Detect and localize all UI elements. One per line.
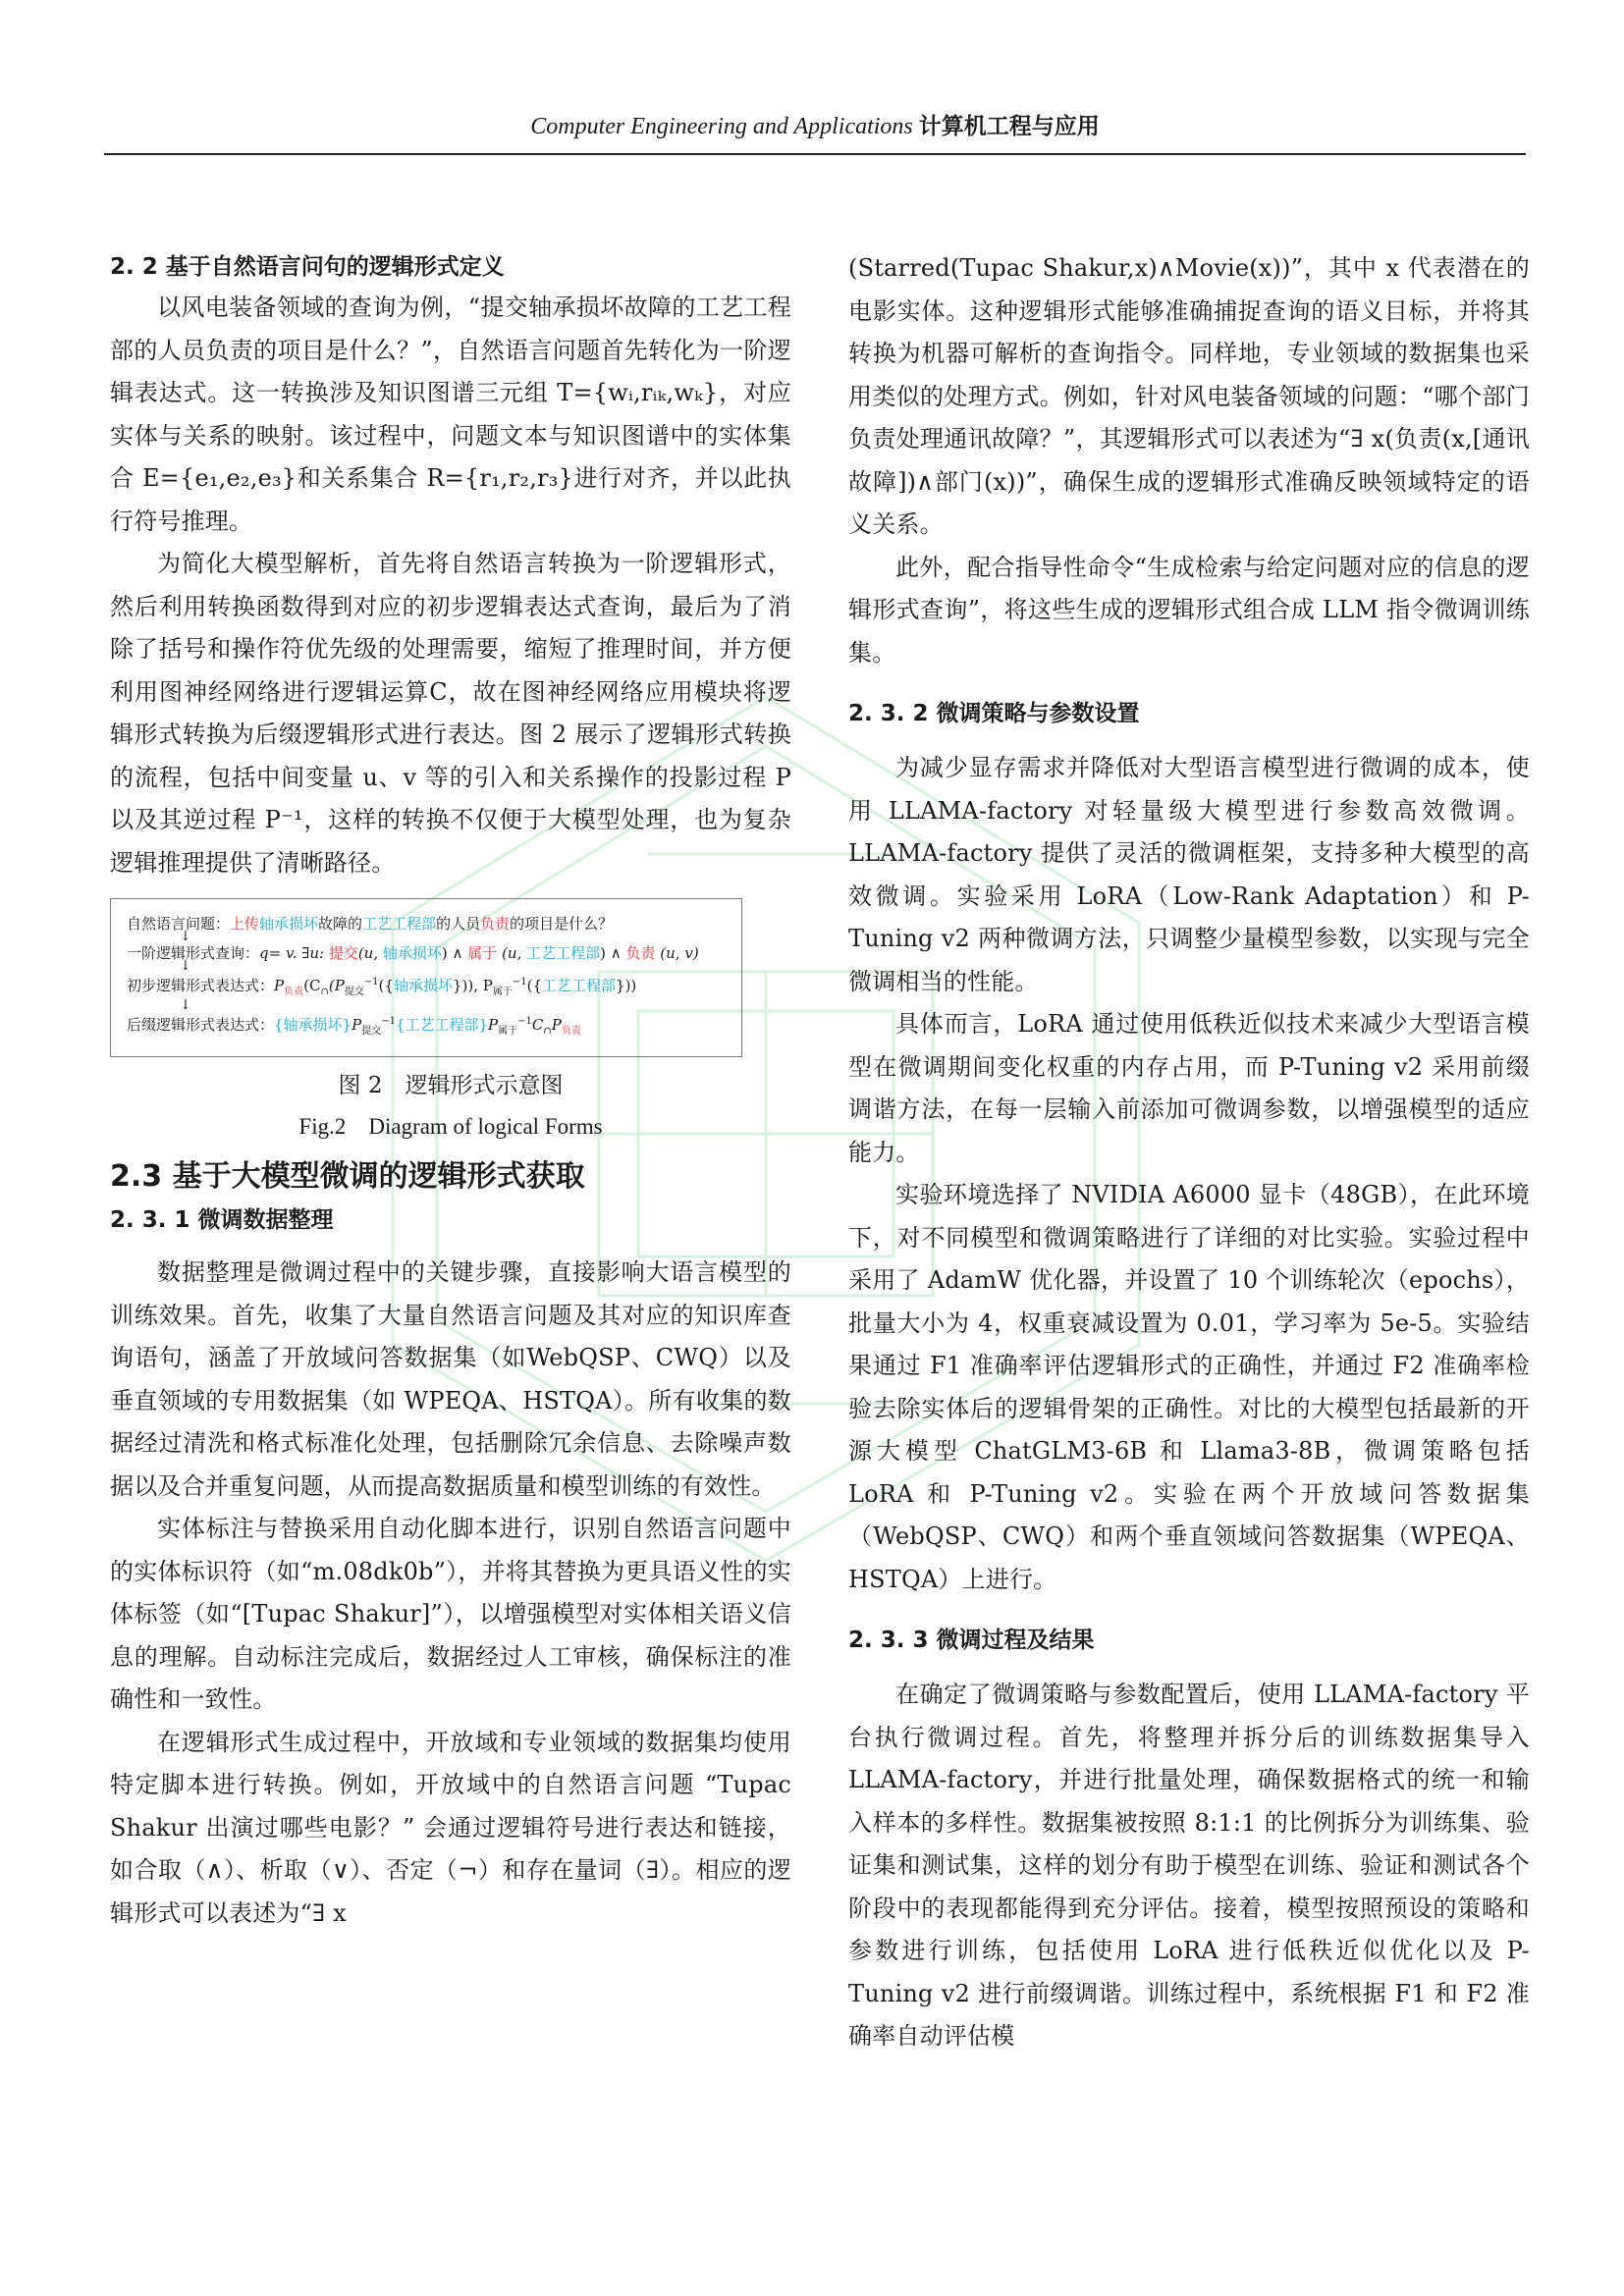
journal-title-zh: 计算机工程与应用: [918, 114, 1100, 139]
section-2-3-3-heading: 2. 3. 3 微调过程及结果: [848, 1628, 1095, 1653]
header-rule: [104, 153, 1526, 155]
section-2-3-2-heading: 2. 3. 2 微调策略与参数设置: [848, 701, 1140, 726]
down-arrow-icon: ↓: [180, 929, 191, 944]
paragraph: 具体而言，LoRA 通过使用低秩近似技术来减少大型语言模型在微调期间变化权重的内存占用，而 P-Tuning v2 采用前缀调谐方法，在每一层输入前添加可微调参数，以增强模型的适应能力。: [848, 1010, 1530, 1166]
paragraph: 在确定了微调策略与参数配置后，使用 LLAMA-factory 平台执行微调过程。首先，将整理并拆分后的训练数据集导入 LLAMA-factory，并进行批量处理，确保数据格式的统一和输入样本的多样性。数据集被按照 8:1:1 的比例拆分为训练集、验证集和测试集，这样的划分有助于模型在训练、验证和测试各个阶段中的表现都能得到充分评估。接着，模型按照预设的策略和参数进行训练，包括使用 LoRA 进行低秩近似优化以及 P-Tuning v2 进行前缀调谐。训练过程中，系统根据 F1 和 F2 准确率自动评估模: [848, 1681, 1530, 2050]
section-2-2-heading: 2. 2 基于自然语言问句的逻辑形式定义: [110, 254, 505, 280]
figure-line-postfix: ↓ 后缀逻辑形式表达式：{轴承损坏}$P_{提交}^{-1}${工艺工程部}$P_{属于}^{-1}C_\cap P_{负责}$: [127, 997, 581, 1037]
figure-line-first-order: ↓ 一阶逻辑形式查询：q= v. ∃u: 提交(u, 轴承损坏) ∧ 属于 (u, 工艺工程部) ∧ 负责 (u, v): [127, 929, 699, 962]
figure-line-question: 自然语言问题：上传轴承损坏故障的工艺工程部的人员负责的项目是什么？: [127, 915, 614, 933]
left-column: [110, 247, 791, 1935]
down-arrow-icon: ↓: [180, 958, 191, 974]
figure-caption-zh: 图 2 逻辑形式示意图: [338, 1073, 564, 1098]
figure-caption-en: Fig.2 Diagram of logical Forms: [298, 1114, 603, 1139]
paragraph: 实体标注与替换采用自动化脚本进行，识别自然语言问题中的实体标识符（如“m.08dk0b”），并将其替换为更具语义性的实体标签（如“[Tupac Shakur]”），以增强模型对实体相关语义信息的理解。自动标注完成后，数据经过人工审核，确保标注的准确性和一致性。: [110, 1515, 791, 1713]
paragraph: 实验环境选择了 NVIDIA A6000 显卡（48GB），在此环境下，对不同模型和微调策略进行了详细的对比实验。实验过程中采用了 AdamW 优化器，并设置了 10 个训练轮次（epochs），批量大小为 4，权重衰减设置为 0.01，学习率为 5e-5。实验结果通过 F1 准确率评估逻辑形式的正确性，并通过 F2 准确率检验去除实体后的逻辑骨架的正确性。对比的大模型包括最新的开源大模型 ChatGLM3-6B 和 Llama3-8B，微调策略包括 LoRA 和 P-Tuning v2。实验在两个开放域问答数据集（WebQSP、CWQ）和两个垂直领域问答数据集（WPEQA、HSTQA）上进行。: [848, 1181, 1530, 1593]
running-header: [104, 108, 1526, 140]
paragraph: 为简化大模型解析，首先将自然语言转换为一阶逻辑形式，然后利用转换函数得到对应的初步逻辑表达式查询，最后为了消除了括号和操作符优先级的处理需要，缩短了推理时间，并方便利用图神经网络进行逻辑运算C，故在图神经网络应用模块将逻辑形式转换为后缀逻辑形式进行表达。图 2 展示了逻辑形式转换的流程，包括中间变量 u、v 等的引入和关系操作的投影过程 P 以及其逆过程 P⁻¹，这样的转换不仅便于大模型处理，也为复杂逻辑推理提供了清晰路径。: [110, 550, 791, 877]
journal-title-en: Computer Engineering and Applications: [530, 114, 913, 139]
section-2-3-heading: 2.3 基于大模型微调的逻辑形式获取: [110, 1159, 585, 1194]
paragraph: (Starred(Tupac Shakur,x)∧Movie(x))”，其中 x 代表潜在的电影实体。这种逻辑形式能够准确捕捉查询的语义目标，并将其转换为机器可解析的查询指令。同样地，专业领域的数据集也采用类似的处理方式。例如，针对风电装备领域的问题：“哪个部门负责处理通讯故障？”，其逻辑形式可以表述为“∃ x(负责(x,[通讯故障])∧部门(x))”，确保生成的逻辑形式准确反映领域特定的语义关系。: [848, 254, 1530, 538]
section-2-3-1-heading: 2. 3. 1 微调数据整理: [110, 1207, 334, 1233]
paragraph: 数据整理是微调过程中的关键步骤，直接影响大语言模型的训练效果。首先，收集了大量自然语言问题及其对应的知识库查询语句，涵盖了开放域问答数据集（如WebQSP、CWQ）以及垂直领域的专用数据集（如 WPEQA、HSTQA）。所有收集的数据经过清洗和格式标准化处理，包括删除冗余信息、去除噪声数据以及合并重复问题，从而提高数据质量和模型训练的有效性。: [110, 1258, 791, 1500]
paragraph: 以风电装备领域的查询为例，“提交轴承损坏故障的工艺工程部的人员负责的项目是什么？”，自然语言问题首先转化为一阶逻辑表达式。这一转换涉及知识图谱三元组 T={wᵢ,rᵢₖ,wₖ}，对应实体与关系的映射。该过程中，问题文本与知识图谱中的实体集合 E={e₁,e₂,e₃}和关系集合 R={r₁,r₂,r₃}进行对齐，并以此执行符号推理。: [110, 294, 791, 535]
paragraph: 为减少显存需求并降低对大型语言模型进行微调的成本，使用 LLAMA-factory 对轻量级大模型进行参数高效微调。LLAMA-factory 提供了灵活的微调框架，支持多种大模型的高效微调。实验采用 LoRA（Low-Rank Adaptation）和 P-Tuning v2 两种微调方法，只调整少量模型参数，以实现与完全微调相当的性能。: [848, 754, 1530, 995]
paragraph: 在逻辑形式生成过程中，开放域和专业领域的数据集均使用特定脚本进行转换。例如，开放域中的自然语言问题 “Tupac Shakur 出演过哪些电影？” 会通过逻辑符号进行表达和链接，如合取（∧）、析取（∨）、否定（¬）和存在量词（∃）。相应的逻辑形式可以表述为“∃ x: [110, 1728, 791, 1927]
right-column: [848, 247, 1530, 2058]
figure-2-logical-forms: [110, 898, 742, 1057]
down-arrow-icon: ↓: [180, 997, 191, 1013]
paragraph: 此外，配合指导性命令“生成检索与给定问题对应的信息的逻辑形式查询”，将这些生成的逻辑形式组合成 LLM 指令微调训练集。: [848, 553, 1530, 667]
figure-line-preliminary: ↓ 初步逻辑形式表达式：$P_{负责}(C_\cap(P_{提交}^{-1}$({轴承损坏})), $P_{属于}^{-1}$({工艺工程部})): [127, 958, 637, 997]
